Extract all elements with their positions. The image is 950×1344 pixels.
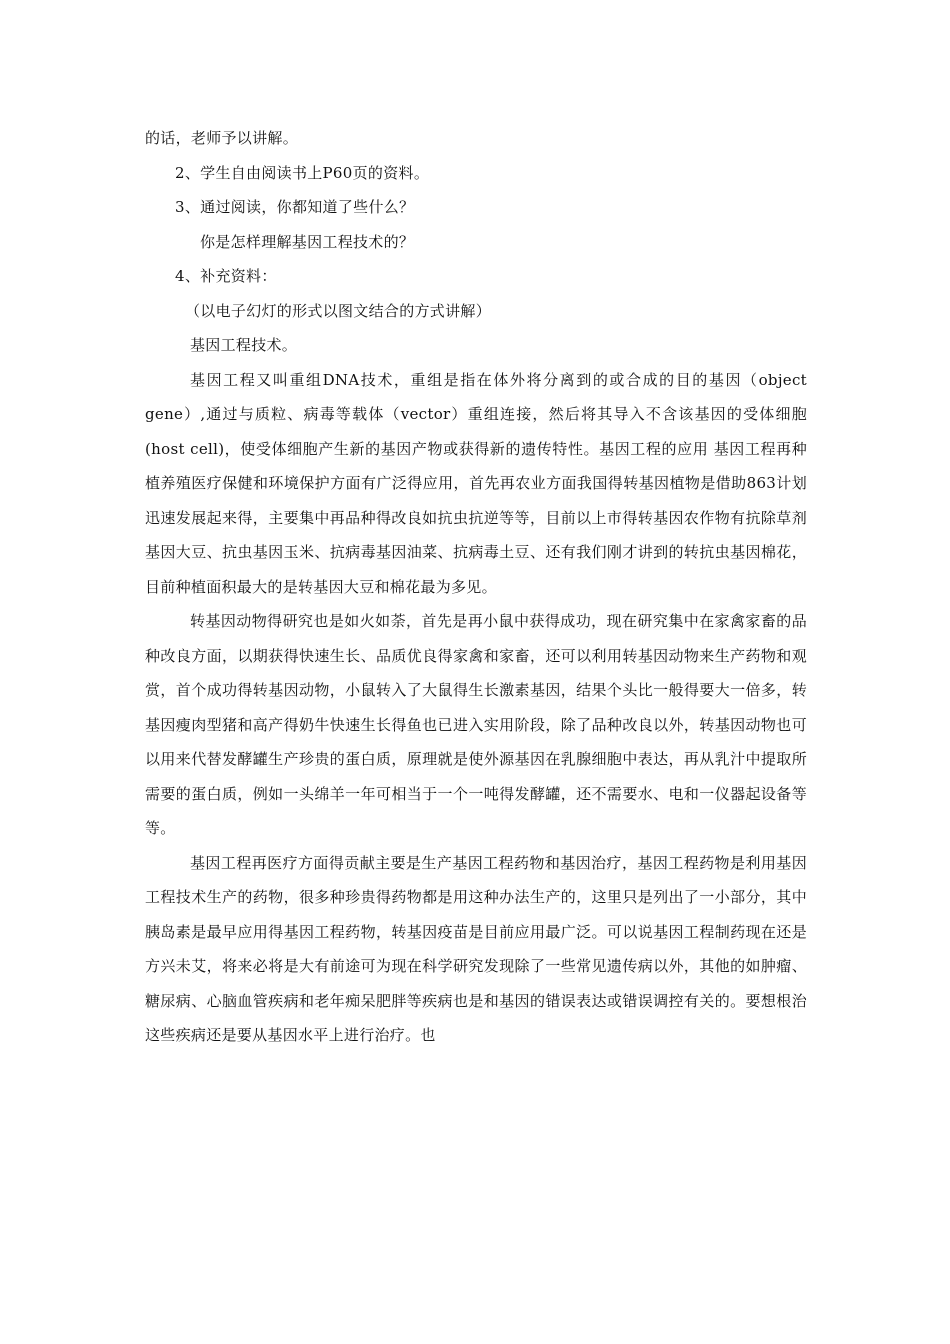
note-line: （以电子幻灯的形式以图文结合的方式讲解） [185, 301, 492, 320]
paragraph-medical-applications: 基因工程再医疗方面得贡献主要是生产基因工程药物和基因治疗，基因工程药物是利用基因工程技术生产的药物，很多种珍贵得药物都是用这种办法生产的，这里只是列出了一小部分，其中胰岛素是最早应用得基因工程药物，转基因疫苗是目前应用最广泛。可以说基因工程制药现在还是方兴未艾，将来必将是大有前途可为现在科学研究发现除了一些常见遗传病以外，其他的如肿瘤、糖尿病、心脑血管疾病和老年痴呆肥胖等疾病也是和基因的错误表达或错误调控有关的。要想根治这些疾病还是要从基因水平上进行治疗。也 [145, 853, 807, 1044]
question-line: 你是怎样理解基因工程技术的？ [200, 232, 415, 251]
step-item: 2、学生自由阅读书上P60页的资料。 [175, 163, 430, 182]
paragraph-transgenic-animals: 转基因动物得研究也是如火如荼，首先是再小鼠中获得成功，现在研究集中在家禽家畜的品种改良方面，以期获得快速生长、品质优良得家禽和家畜，还可以利用转基因动物来生产药物和观赏，首个成功得转基因动物，小鼠转入了大鼠得生长激素基因，结果个头比一般得要大一倍多，转基因瘦肉型猪和高产得奶牛快速生长得鱼也已进入实用阶段，除了品种改良以外，转基因动物也可以用来代替发酵罐生产珍贵的蛋白质，原理就是使外源基因在乳腺细胞中表达，再从乳汁中提取所需要的蛋白质，例如一头绵羊一年可相当于一个一吨得发酵罐，还不需要水、电和一仪器起设备等等。 [145, 612, 807, 837]
text-line: 的话，老师予以讲解。 [145, 129, 299, 147]
section-heading: 基因工程技术。 [190, 336, 298, 354]
paragraph-genetic-engineering-intro: 基因工程又叫重组DNA技术，重组是指在体外将分离到的或合成的目的基因（object gene）,通过与质粒、病毒等载体（vector）重组连接，然后将其导入不含该基因的受体细胞(host cell)，使受体细胞产生新的基因产物或获得新的遗传特性。基因工程的应用 基因工程再种植养殖医疗保健和环境保护方面有广泛得应用，首先再农业方面我国得转基因植物是借助863计划迅速发展起来得，主要集中再品种得改良如抗虫抗逆等等，目前以上市得转基因农作物有抗除草剂基因大豆、抗虫基因玉米、抗病毒基因油菜、抗病毒土豆、还有我们刚才讲到的转抗虫基因棉花，目前种植面积最大的是转基因大豆和棉花最为多见。 [145, 370, 807, 596]
step-item: 4、补充资料： [175, 267, 277, 285]
document-body [145, 121, 807, 1053]
step-item: 3、通过阅读，你都知道了些什么？ [175, 198, 415, 216]
